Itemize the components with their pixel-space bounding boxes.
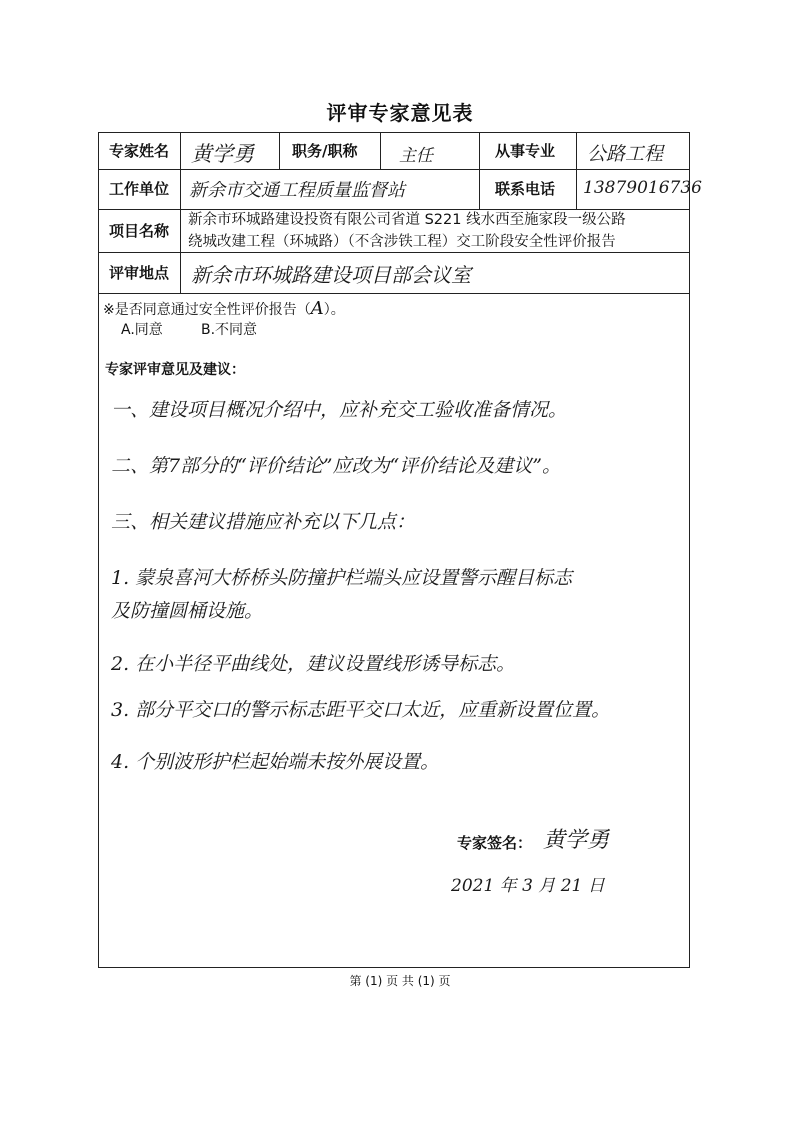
opinion-item: 4. 个别波形护栏起始端未按外展设置。: [111, 751, 440, 773]
position-label: 职务/职称: [292, 142, 358, 160]
opinion-item: 2. 在小半径平曲线处，建议设置线形诱导标志。: [111, 653, 516, 675]
col-divider: [576, 133, 577, 209]
page-footer: 第 (1) 页 共 (1) 页: [349, 974, 451, 988]
page-title: 评审专家意见表: [326, 101, 474, 125]
opinions-heading: 专家评审意见及建议：: [105, 362, 245, 378]
location-value: 新余市环城路建设项目部会议室: [191, 263, 471, 287]
col-divider: [380, 133, 381, 169]
specialty-label: 从事专业: [495, 142, 556, 160]
project-label: 项目名称: [109, 222, 170, 240]
opinion-item: 1. 蒙泉喜河大桥桥头防撞护栏端头应设置警示醒目标志: [111, 567, 573, 589]
opinion-item: 二、第7部分的“评价结论”应改为“评价结论及建议”。: [111, 455, 561, 477]
position-value: 主任: [399, 146, 433, 166]
opinion-item: 3. 部分平交口的警示标志距平交口太近，应重新设置位置。: [111, 699, 611, 721]
opinion-item: 及防撞圆桶设施。: [111, 600, 264, 622]
row-divider: [99, 293, 689, 294]
phone-label: 联系电话: [495, 180, 556, 198]
employer-label: 工作单位: [109, 180, 170, 198]
col-divider: [479, 133, 480, 209]
option-b: B.不同意: [201, 322, 258, 338]
location-label: 评审地点: [109, 264, 170, 282]
signature-date: 2021 年 3 月 21 日: [451, 876, 605, 896]
option-a: A.同意: [121, 322, 163, 338]
project-name-line2: 绕城改建工程（环城路）（不含涉铁工程）交工阶段安全性评价报告: [188, 234, 616, 250]
expert-name-label: 专家姓名: [109, 142, 170, 160]
col-divider: [180, 133, 181, 293]
phone-value: 13879016736: [583, 178, 702, 198]
expert-name-value: 黄学勇: [191, 142, 254, 166]
employer-value: 新余市交通工程质量监督站: [189, 180, 405, 201]
signature-label: 专家签名：: [457, 834, 533, 852]
opinion-item: 一、建设项目概况介绍中，应补充交工验收准备情况。: [111, 399, 568, 421]
signature-value: 黄学勇: [543, 828, 610, 853]
review-form: [98, 132, 702, 968]
row-divider: [99, 169, 689, 170]
consent-answer: A: [310, 298, 324, 319]
consent-question: [103, 298, 345, 319]
col-divider: [279, 133, 280, 169]
opinion-item: 三、相关建议措施应补充以下几点：: [111, 511, 416, 533]
specialty-value: 公路工程: [587, 143, 664, 165]
consent-question-text: ※是否同意通过安全性评价报告（: [103, 302, 311, 318]
consent-question-close: ）。: [323, 302, 345, 318]
project-name-line1: 新余市环城路建设投资有限公司省道 S221 线水西至施家段一级公路: [188, 212, 626, 228]
